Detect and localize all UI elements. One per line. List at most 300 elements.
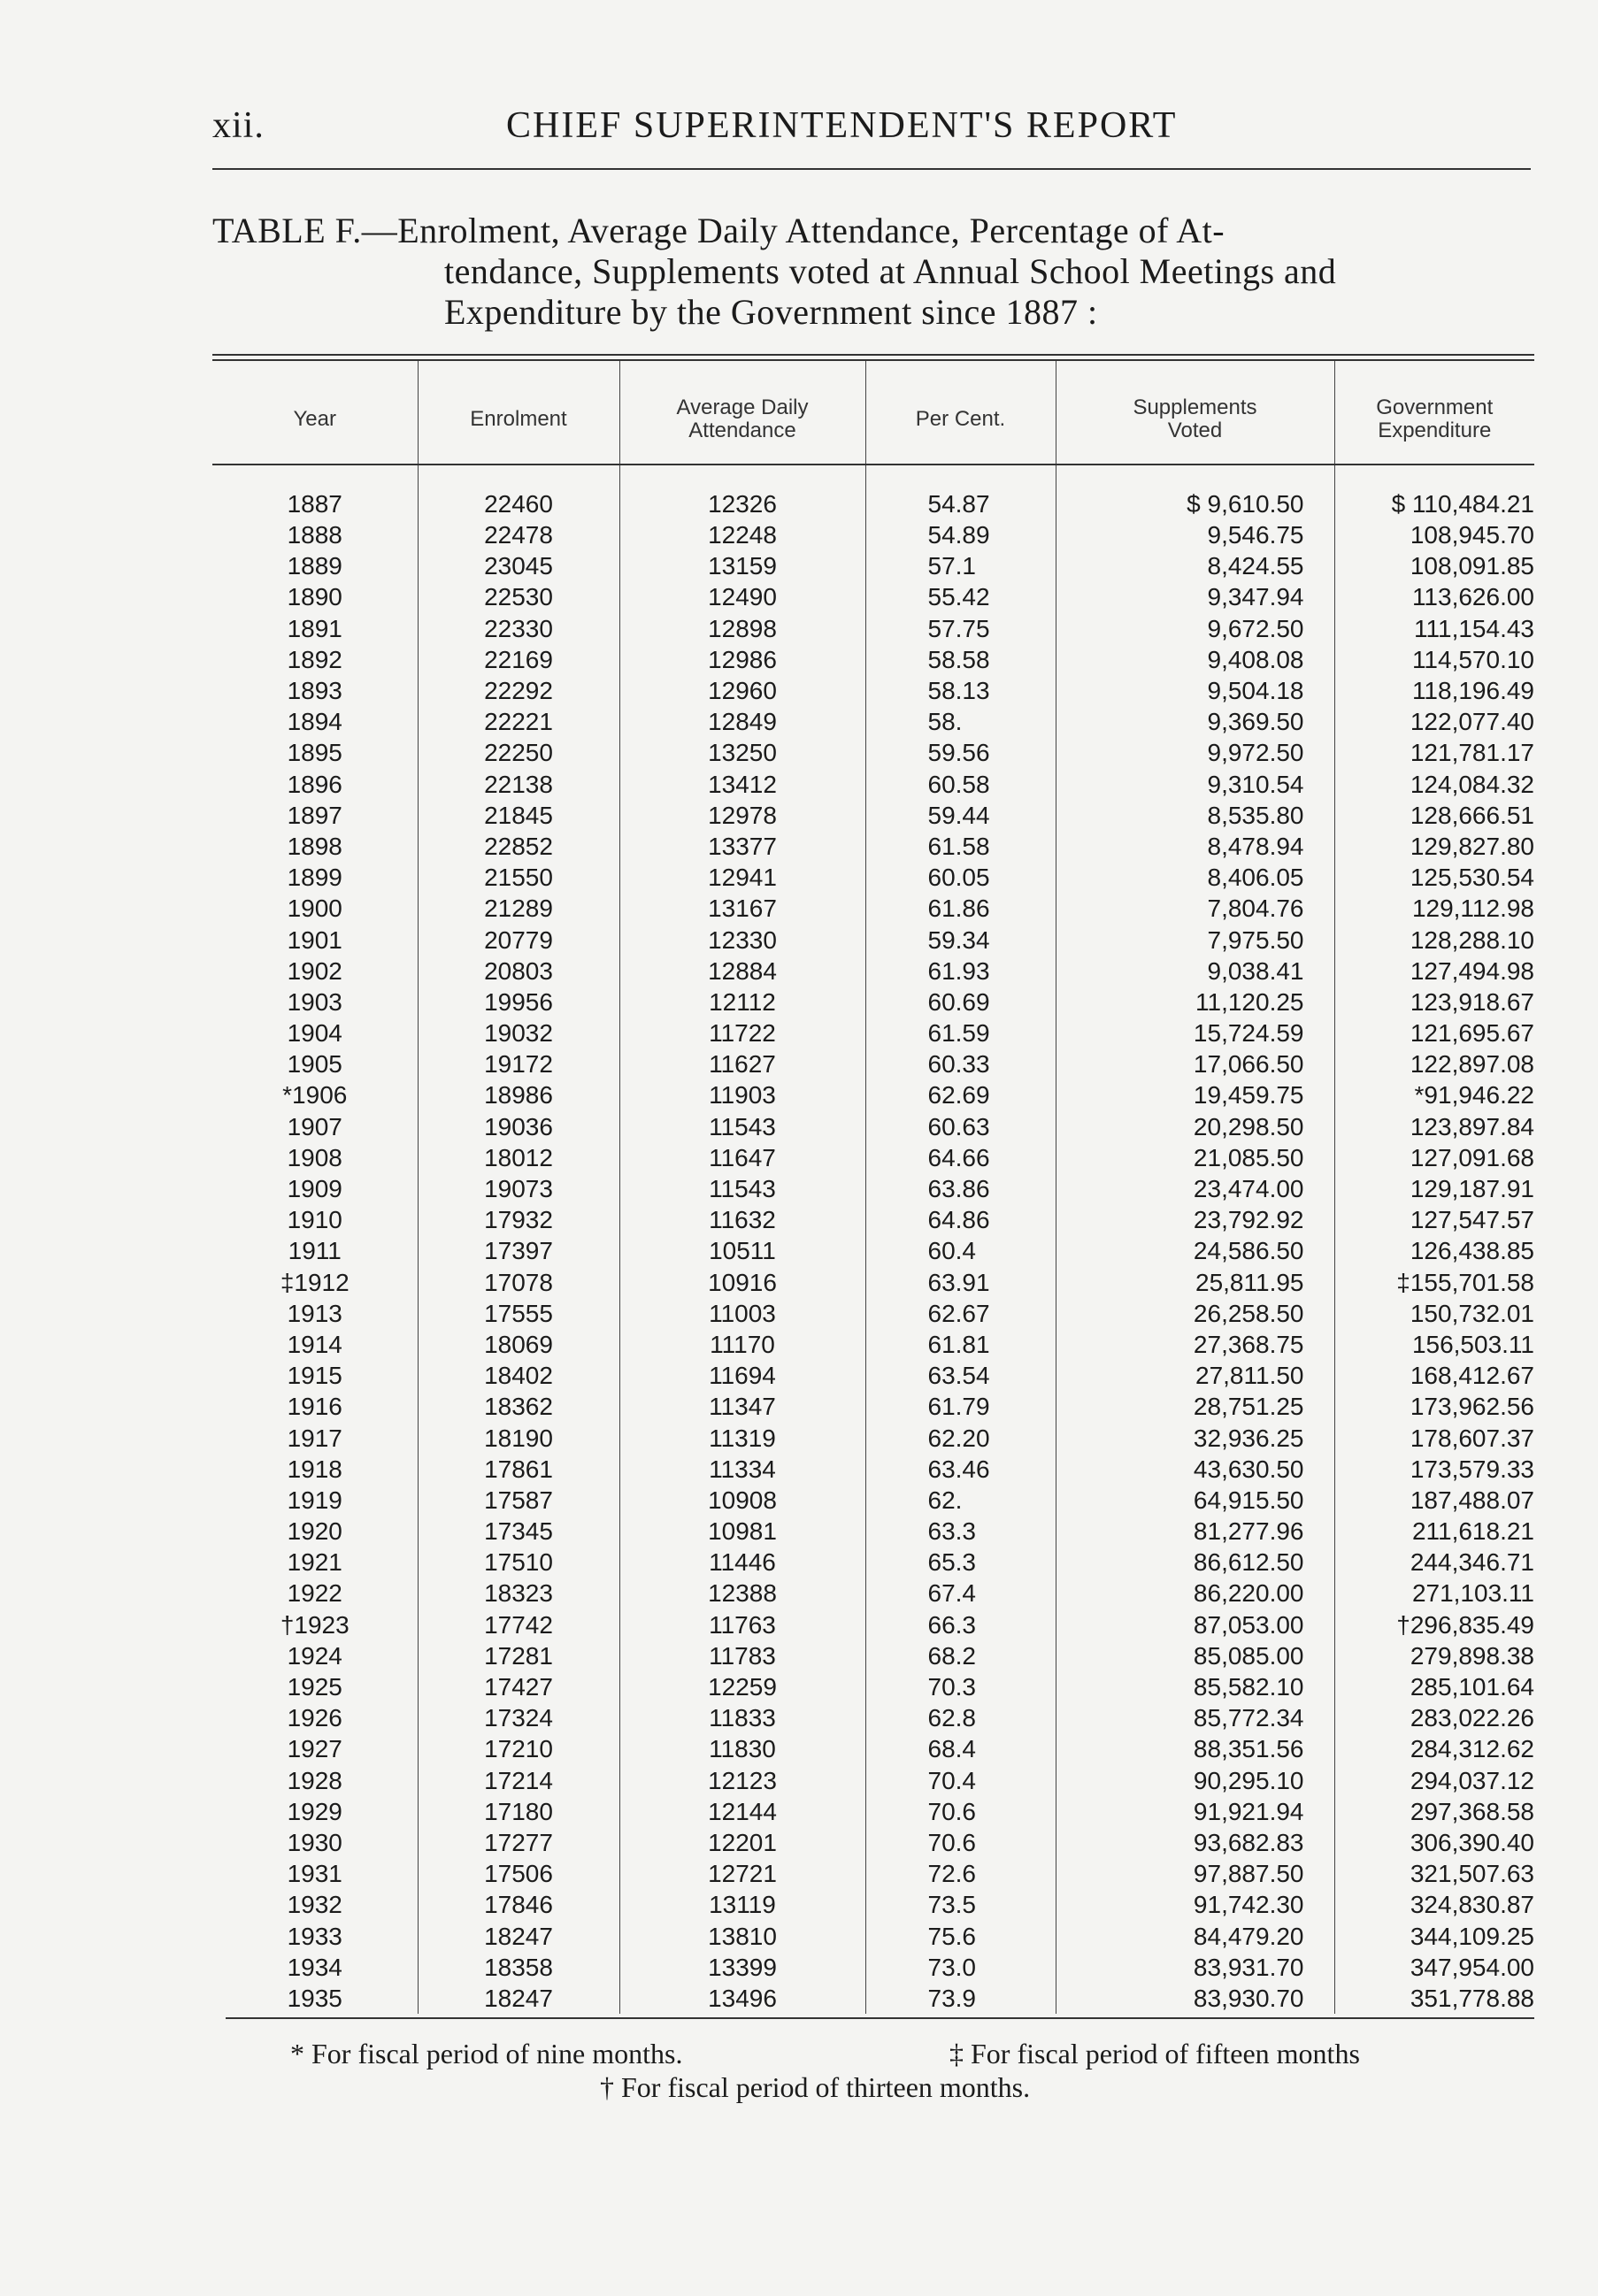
cell-per-cent: 61.59 (865, 1017, 1056, 1048)
table-row (212, 1952, 1534, 1983)
cell-supplements: 25,811.95 (1056, 1267, 1334, 1298)
table-body (212, 465, 1534, 2014)
cell-per-cent: 61.79 (865, 1391, 1056, 1422)
cell-government: *91,946.22 (1334, 1079, 1534, 1110)
cell-year: 1926 (287, 1704, 342, 1732)
cell-government: 129,112.98 (1334, 893, 1534, 924)
cell-enrolment: 17861 (418, 1454, 619, 1485)
table-row (212, 1048, 1534, 1079)
cell-supplements: 21,085.50 (1056, 1142, 1334, 1173)
cell-enrolment: 17932 (418, 1204, 619, 1235)
cell-year: 1891 (287, 614, 342, 642)
cell-enrolment: 17078 (418, 1267, 619, 1298)
table-row (212, 1079, 1534, 1110)
cell-attendance: 13496 (619, 1983, 865, 2014)
cell-government: 211,618.21 (1334, 1516, 1534, 1547)
cell-supplements: 17,066.50 (1056, 1048, 1334, 1079)
caption-text-1: —Enrolment, Average Daily Attendance, Percentage of At- (361, 211, 1225, 250)
table-row (212, 1329, 1534, 1360)
cell-year: *1906 (282, 1081, 348, 1110)
cell-year: 1913 (287, 1299, 342, 1327)
cell-enrolment: 18069 (418, 1329, 619, 1360)
cell-enrolment: 22330 (418, 613, 619, 644)
header-rule (212, 168, 1531, 170)
cell-attendance: 11347 (619, 1391, 865, 1422)
header-supplements: Supplements Voted (1056, 361, 1334, 465)
table-row (212, 1827, 1534, 1858)
cell-per-cent: 70.4 (865, 1765, 1056, 1796)
cell-supplements: 9,672.50 (1056, 613, 1334, 644)
cell-supplements: 24,586.50 (1056, 1235, 1334, 1266)
cell-year: 1931 (287, 1860, 342, 1888)
cell-year: 1904 (287, 1019, 342, 1048)
cell-year: ‡1912 (280, 1268, 350, 1296)
table-row (212, 800, 1534, 831)
cell-enrolment: 17742 (418, 1609, 619, 1640)
cell-supplements: 81,277.96 (1056, 1516, 1334, 1547)
cell-per-cent: 59.34 (865, 924, 1056, 955)
cell-per-cent: 67.4 (865, 1578, 1056, 1609)
table-row (212, 893, 1534, 924)
table-row (212, 1733, 1534, 1764)
cell-supplements: 9,310.54 (1056, 769, 1334, 800)
cell-enrolment: 20779 (418, 924, 619, 955)
table-bottom-rule (226, 2017, 1534, 2019)
table-row (212, 1422, 1534, 1453)
caption-line-2: tendance, Supplements voted at Annual School Meetings and (444, 251, 1337, 291)
cell-per-cent: 57.75 (865, 613, 1056, 644)
cell-per-cent: 68.2 (865, 1640, 1056, 1671)
cell-per-cent: 62.8 (865, 1702, 1056, 1733)
cell-attendance: 12978 (619, 800, 865, 831)
cell-supplements: 86,220.00 (1056, 1578, 1334, 1609)
cell-attendance: 11647 (619, 1142, 865, 1173)
cell-year: 1917 (287, 1424, 342, 1452)
cell-government: ‡155,701.58 (1334, 1267, 1534, 1298)
cell-supplements: $ 9,610.50 (1056, 465, 1334, 519)
cell-enrolment: 17427 (418, 1671, 619, 1702)
cell-attendance: 12490 (619, 581, 865, 612)
cell-government: 129,187.91 (1334, 1173, 1534, 1204)
cell-government: 121,781.17 (1334, 737, 1534, 768)
cell-government: 271,103.11 (1334, 1578, 1534, 1609)
cell-supplements: 64,915.50 (1056, 1485, 1334, 1516)
cell-per-cent: 60.4 (865, 1235, 1056, 1266)
cell-per-cent: 60.69 (865, 987, 1056, 1017)
table-row (212, 1671, 1534, 1702)
cell-per-cent: 61.81 (865, 1329, 1056, 1360)
cell-per-cent: 75.6 (865, 1920, 1056, 1951)
cell-government: 156,503.11 (1334, 1329, 1534, 1360)
cell-enrolment: 20803 (418, 956, 619, 987)
cell-per-cent: 63.91 (865, 1267, 1056, 1298)
cell-attendance: 11833 (619, 1702, 865, 1733)
cell-year: 1918 (287, 1455, 342, 1483)
cell-enrolment: 18012 (418, 1142, 619, 1173)
cell-government: 344,109.25 (1334, 1920, 1534, 1951)
cell-attendance: 12330 (619, 924, 865, 955)
cell-year: 1888 (287, 521, 342, 549)
cell-enrolment: 22530 (418, 581, 619, 612)
table-row (212, 1547, 1534, 1578)
table-row (212, 956, 1534, 987)
cell-attendance: 12248 (619, 519, 865, 550)
cell-per-cent: 63.46 (865, 1454, 1056, 1485)
cell-per-cent: 60.63 (865, 1111, 1056, 1142)
cell-per-cent: 70.6 (865, 1827, 1056, 1858)
cell-year: 1933 (287, 1922, 342, 1950)
cell-year: 1898 (287, 832, 342, 860)
cell-attendance: 13810 (619, 1920, 865, 1951)
cell-year: 1925 (287, 1673, 342, 1701)
cell-year: 1921 (287, 1548, 342, 1577)
header-government: Government Expenditure (1334, 361, 1534, 465)
cell-per-cent: 61.86 (865, 893, 1056, 924)
report-title: CHIEF SUPERINTENDENT'S REPORT (506, 105, 1178, 146)
cell-government: 126,438.85 (1334, 1235, 1534, 1266)
table-row (212, 1858, 1534, 1889)
cell-supplements: 83,931.70 (1056, 1952, 1334, 1983)
cell-year: 1924 (287, 1641, 342, 1670)
cell-government: 127,494.98 (1334, 956, 1534, 987)
cell-attendance: 12144 (619, 1796, 865, 1827)
table-row (212, 1609, 1534, 1640)
cell-per-cent: 62. (865, 1485, 1056, 1516)
cell-government: 284,312.62 (1334, 1733, 1534, 1764)
cell-enrolment: 18247 (418, 1920, 619, 1951)
cell-attendance: 13119 (619, 1889, 865, 1920)
cell-enrolment: 18986 (418, 1079, 619, 1110)
cell-year: 1901 (287, 925, 342, 954)
cell-supplements: 90,295.10 (1056, 1765, 1334, 1796)
cell-government: 125,530.54 (1334, 862, 1534, 893)
footnote-nine-months: * For fiscal period of nine months. (290, 2038, 683, 2069)
cell-enrolment: 22169 (418, 644, 619, 675)
cell-per-cent: 58.58 (865, 644, 1056, 675)
cell-year: 1935 (287, 1984, 342, 2012)
cell-year: 1919 (287, 1486, 342, 1514)
cell-government: $ 110,484.21 (1334, 465, 1534, 519)
cell-attendance: 10511 (619, 1235, 865, 1266)
cell-attendance: 11830 (619, 1733, 865, 1764)
cell-per-cent: 60.58 (865, 769, 1056, 800)
caption-label: TABLE F. (212, 211, 362, 250)
cell-per-cent: 70.3 (865, 1671, 1056, 1702)
cell-per-cent: 63.54 (865, 1360, 1056, 1391)
caption-line-1 (212, 211, 1540, 251)
table-row (212, 1983, 1534, 2014)
cell-enrolment: 18402 (418, 1360, 619, 1391)
table-caption (212, 211, 1540, 333)
cell-per-cent: 55.42 (865, 581, 1056, 612)
cell-year: 1903 (287, 987, 342, 1016)
cell-attendance: 10981 (619, 1516, 865, 1547)
table-row (212, 1111, 1534, 1142)
cell-supplements: 93,682.83 (1056, 1827, 1334, 1858)
cell-supplements: 83,930.70 (1056, 1983, 1334, 2014)
cell-attendance: 12112 (619, 987, 865, 1017)
cell-attendance: 13412 (619, 769, 865, 800)
cell-government: 168,412.67 (1334, 1360, 1534, 1391)
cell-enrolment: 18323 (418, 1578, 619, 1609)
cell-attendance: 11627 (619, 1048, 865, 1079)
table-row (212, 987, 1534, 1017)
cell-enrolment: 17180 (418, 1796, 619, 1827)
table-row (212, 1017, 1534, 1048)
cell-government: 122,077.40 (1334, 706, 1534, 737)
cell-government: 351,778.88 (1334, 1983, 1534, 2014)
cell-per-cent: 61.93 (865, 956, 1056, 987)
cell-supplements: 11,120.25 (1056, 987, 1334, 1017)
cell-enrolment: 23045 (418, 550, 619, 581)
cell-government: 124,084.32 (1334, 769, 1534, 800)
cell-government: 285,101.64 (1334, 1671, 1534, 1702)
cell-enrolment: 17397 (418, 1235, 619, 1266)
cell-attendance: 12721 (619, 1858, 865, 1889)
table-row (212, 1173, 1534, 1204)
cell-year: 1911 (288, 1237, 342, 1265)
cell-government: 306,390.40 (1334, 1827, 1534, 1858)
cell-year: 1934 (287, 1953, 342, 1981)
cell-attendance: 12849 (619, 706, 865, 737)
cell-per-cent: 63.86 (865, 1173, 1056, 1204)
cell-year: 1887 (287, 490, 342, 518)
cell-attendance: 11543 (619, 1173, 865, 1204)
cell-government: 122,897.08 (1334, 1048, 1534, 1079)
cell-government: 127,547.57 (1334, 1204, 1534, 1235)
cell-enrolment: 19036 (418, 1111, 619, 1142)
cell-per-cent: 73.0 (865, 1952, 1056, 1983)
cell-per-cent: 59.56 (865, 737, 1056, 768)
cell-enrolment: 18190 (418, 1422, 619, 1453)
cell-supplements: 15,724.59 (1056, 1017, 1334, 1048)
cell-attendance: 12898 (619, 613, 865, 644)
cell-supplements: 7,804.76 (1056, 893, 1334, 924)
cell-supplements: 27,368.75 (1056, 1329, 1334, 1360)
cell-year: 1893 (287, 677, 342, 705)
cell-year: 1927 (287, 1735, 342, 1763)
cell-supplements: 85,772.34 (1056, 1702, 1334, 1733)
cell-per-cent: 54.87 (865, 465, 1056, 519)
cell-year: 1892 (287, 645, 342, 673)
cell-government: 128,288.10 (1334, 924, 1534, 955)
cell-supplements: 43,630.50 (1056, 1454, 1334, 1485)
cell-enrolment: 22852 (418, 831, 619, 862)
cell-year: †1923 (280, 1610, 350, 1639)
cell-government: 173,962.56 (1334, 1391, 1534, 1422)
table-row (212, 1360, 1534, 1391)
cell-per-cent: 60.05 (865, 862, 1056, 893)
cell-enrolment: 18358 (418, 1952, 619, 1983)
cell-attendance: 11722 (619, 1017, 865, 1048)
table-row (212, 1765, 1534, 1796)
cell-year: 1905 (287, 1050, 342, 1079)
table-row (212, 1702, 1534, 1733)
cell-supplements: 32,936.25 (1056, 1422, 1334, 1453)
cell-supplements: 8,424.55 (1056, 550, 1334, 581)
cell-supplements: 19,459.75 (1056, 1079, 1334, 1110)
cell-year: 1899 (287, 864, 342, 892)
table-row (212, 831, 1534, 862)
cell-attendance: 13167 (619, 893, 865, 924)
cell-supplements: 9,038.41 (1056, 956, 1334, 987)
table-row (212, 1235, 1534, 1266)
table-row (212, 1142, 1534, 1173)
cell-attendance: 13159 (619, 550, 865, 581)
cell-year: 1928 (287, 1766, 342, 1794)
cell-year: 1890 (287, 583, 342, 611)
cell-supplements: 9,504.18 (1056, 675, 1334, 706)
cell-attendance: 12941 (619, 862, 865, 893)
cell-government: 121,695.67 (1334, 1017, 1534, 1048)
header-year: Year (212, 361, 418, 465)
cell-government: 128,666.51 (1334, 800, 1534, 831)
cell-enrolment: 17324 (418, 1702, 619, 1733)
cell-year: 1930 (287, 1828, 342, 1856)
table-row (212, 550, 1534, 581)
cell-year: 1916 (287, 1393, 342, 1421)
table-header-row (212, 361, 1534, 465)
cell-enrolment: 18247 (418, 1983, 619, 2014)
header-enrolment: Enrolment (418, 361, 619, 465)
table-row (212, 613, 1534, 644)
table-row (212, 644, 1534, 675)
cell-per-cent: 73.9 (865, 1983, 1056, 2014)
cell-attendance: 12123 (619, 1765, 865, 1796)
cell-enrolment: 17210 (418, 1733, 619, 1764)
cell-per-cent: 63.3 (865, 1516, 1056, 1547)
cell-supplements: 7,975.50 (1056, 924, 1334, 955)
cell-enrolment: 22460 (418, 465, 619, 519)
cell-supplements: 86,612.50 (1056, 1547, 1334, 1578)
cell-supplements: 26,258.50 (1056, 1298, 1334, 1329)
cell-government: †296,835.49 (1334, 1609, 1534, 1640)
cell-attendance: 12388 (619, 1578, 865, 1609)
cell-government: 123,918.67 (1334, 987, 1534, 1017)
table-row (212, 465, 1534, 519)
cell-supplements: 88,351.56 (1056, 1733, 1334, 1764)
table-row (212, 1267, 1534, 1298)
cell-government: 283,022.26 (1334, 1702, 1534, 1733)
cell-year: 1920 (287, 1517, 342, 1546)
cell-supplements: 9,972.50 (1056, 737, 1334, 768)
cell-per-cent: 60.33 (865, 1048, 1056, 1079)
table-row (212, 675, 1534, 706)
cell-enrolment: 22292 (418, 675, 619, 706)
cell-supplements: 8,406.05 (1056, 862, 1334, 893)
cell-supplements: 91,921.94 (1056, 1796, 1334, 1827)
table-row (212, 1796, 1534, 1827)
cell-year: 1894 (287, 708, 342, 736)
cell-supplements: 85,085.00 (1056, 1640, 1334, 1671)
cell-supplements: 85,582.10 (1056, 1671, 1334, 1702)
cell-year: 1908 (287, 1143, 342, 1171)
cell-attendance: 11334 (619, 1454, 865, 1485)
cell-government: 178,607.37 (1334, 1422, 1534, 1453)
cell-supplements: 87,053.00 (1056, 1609, 1334, 1640)
cell-supplements: 9,369.50 (1056, 706, 1334, 737)
cell-year: 1932 (287, 1891, 342, 1919)
cell-year: 1902 (287, 956, 342, 985)
cell-attendance: 12259 (619, 1671, 865, 1702)
cell-attendance: 10908 (619, 1485, 865, 1516)
cell-per-cent: 72.6 (865, 1858, 1056, 1889)
cell-year: 1915 (287, 1362, 342, 1390)
footnote-fifteen-months: ‡ For fiscal period of fifteen months (949, 2038, 1360, 2069)
cell-supplements: 8,535.80 (1056, 800, 1334, 831)
table-row (212, 706, 1534, 737)
cell-enrolment: 22221 (418, 706, 619, 737)
header-attendance: Average Daily Attendance (619, 361, 865, 465)
cell-attendance: 12884 (619, 956, 865, 987)
cell-per-cent: 57.1 (865, 550, 1056, 581)
table-row (212, 862, 1534, 893)
cell-enrolment: 17555 (418, 1298, 619, 1329)
caption-line-3: Expenditure by the Government since 1887 : (444, 292, 1098, 332)
cell-enrolment: 21550 (418, 862, 619, 893)
cell-per-cent: 59.44 (865, 800, 1056, 831)
cell-enrolment: 17281 (418, 1640, 619, 1671)
table-row (212, 1204, 1534, 1235)
cell-per-cent: 62.67 (865, 1298, 1056, 1329)
cell-year: 1914 (287, 1330, 342, 1358)
cell-year: 1895 (287, 739, 342, 767)
cell-per-cent: 61.58 (865, 831, 1056, 862)
cell-attendance: 13250 (619, 737, 865, 768)
cell-per-cent: 73.5 (865, 1889, 1056, 1920)
cell-government: 114,570.10 (1334, 644, 1534, 675)
cell-per-cent: 65.3 (865, 1547, 1056, 1578)
cell-attendance: 11694 (619, 1360, 865, 1391)
cell-government: 324,830.87 (1334, 1889, 1534, 1920)
cell-enrolment: 22478 (418, 519, 619, 550)
cell-government: 187,488.07 (1334, 1485, 1534, 1516)
cell-per-cent: 70.6 (865, 1796, 1056, 1827)
cell-per-cent: 68.4 (865, 1733, 1056, 1764)
cell-enrolment: 22138 (418, 769, 619, 800)
cell-supplements: 9,347.94 (1056, 581, 1334, 612)
cell-supplements: 91,742.30 (1056, 1889, 1334, 1920)
cell-year: 1896 (287, 770, 342, 798)
cell-enrolment: 19073 (418, 1173, 619, 1204)
cell-attendance: 13377 (619, 831, 865, 862)
cell-year: 1889 (287, 552, 342, 580)
cell-per-cent: 58.13 (865, 675, 1056, 706)
cell-attendance: 12201 (619, 1827, 865, 1858)
cell-government: 108,091.85 (1334, 550, 1534, 581)
cell-year: 1922 (287, 1579, 342, 1608)
cell-year: 1897 (287, 801, 342, 829)
table-row (212, 1920, 1534, 1951)
cell-year: 1900 (287, 895, 342, 923)
cell-government: 173,579.33 (1334, 1454, 1534, 1485)
cell-supplements: 9,408.08 (1056, 644, 1334, 675)
cell-year: 1909 (287, 1175, 342, 1203)
cell-government: 279,898.38 (1334, 1640, 1534, 1671)
cell-supplements: 97,887.50 (1056, 1858, 1334, 1889)
cell-supplements: 84,479.20 (1056, 1920, 1334, 1951)
cell-enrolment: 17214 (418, 1765, 619, 1796)
cell-enrolment: 18362 (418, 1391, 619, 1422)
cell-government: 118,196.49 (1334, 675, 1534, 706)
cell-year: 1907 (287, 1112, 342, 1140)
cell-attendance: 11632 (619, 1204, 865, 1235)
cell-government: 321,507.63 (1334, 1858, 1534, 1889)
cell-government: 127,091.68 (1334, 1142, 1534, 1173)
cell-attendance: 11170 (619, 1329, 865, 1360)
cell-enrolment: 21845 (418, 800, 619, 831)
cell-enrolment: 17510 (418, 1547, 619, 1578)
